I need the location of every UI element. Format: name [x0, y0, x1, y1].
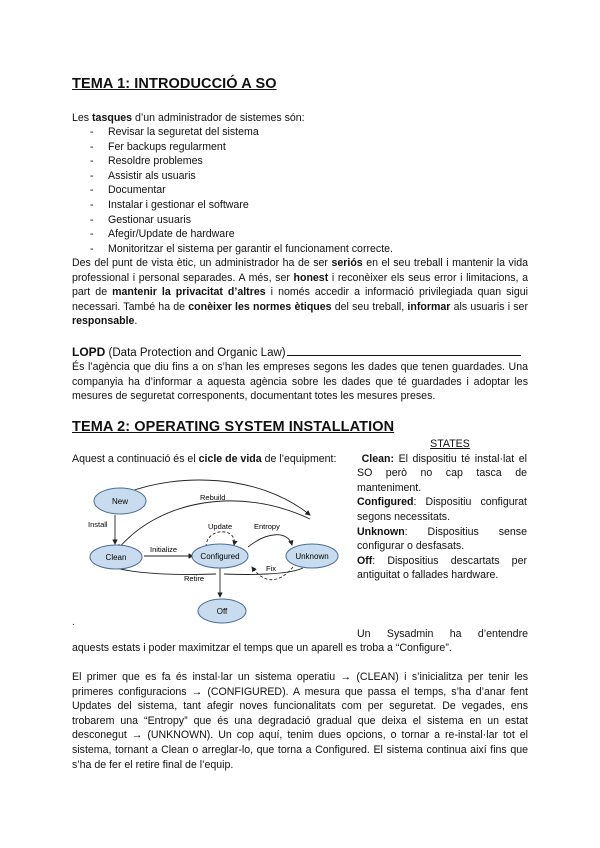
ethics-paragraph: Des del punt de vista ètic, un administrador ha de ser seriós en el seu treball i mantenir la vida professional i personal separades. A més, ser honest i reconèixer els seus error i limitacions, a part de mantenir la privacitat d’altres i només accedir a informació privilegiada quan sigui necessari. També ha de conèixer les normes ètiques del seu treball, informar als usuaris i ser responsable. — [72, 257, 528, 328]
edge-label-retire: Retire — [184, 574, 205, 583]
edge-label-install: Install — [88, 520, 108, 529]
edge-label-fix: Fix — [266, 564, 276, 573]
node-off-label: Off — [216, 607, 228, 616]
tasks-intro-text: Les — [72, 112, 93, 124]
lopd-underline — [287, 354, 521, 356]
list-item: - Instalar i gestionar el software — [90, 198, 249, 211]
sysadmin-line: aquests estats i poder maximitzar el temps que un aparell es troba a “Configure”. — [72, 642, 452, 654]
lifecycle-paragraph: El primer que es fa és instal·lar un sistema operatiu → (CLEAN) i s’inicialitza per tenir les primeres configuracions → (CONFIGURED). A mesura que passa el temps, s’ha d’anar fent Updates del sistema, tant afegir noves funcionalitats com per seguretat. De vegades, ens trobarem una “Entropy” que és una degradació gradual que deixa el sistema en un estat desconegut → (UNKNOWN). Un cop aquí, tenim dues opcions, o tornar a re-instal·lar tot el sistema, tornant a Clean o arreglar-lo, que torna a Configured. El sistema continua així fins que s’ha de fer el retire final de l’equip. — [72, 671, 528, 771]
tema1-heading: TEMA 1: INTRODUCCIÓ A SO — [72, 76, 277, 92]
edge-label-update: Update — [208, 522, 233, 531]
node-new-label: New — [111, 497, 129, 506]
edge-label-rebuild: Rebuild — [200, 493, 226, 502]
tasks-intro — [72, 111, 528, 126]
state-off: Off: Dispositius descartats per antiguitat o fallades hardware. — [357, 554, 527, 582]
stray-dot: . — [72, 617, 75, 628]
lifecycle-diagram — [88, 475, 348, 625]
list-item: - Gestionar usuaris — [90, 213, 192, 226]
list-item: - Monitoritzar el sistema per garantir el funcionament correcte. — [90, 242, 393, 255]
tasks-list — [72, 125, 393, 256]
list-item: - Afegir/Update de hardware — [90, 228, 235, 241]
sysadmin-line-right: Un Sysadmin ha d’entendre — [357, 628, 528, 640]
state-configured: Configured: Dispositiu configurat segons necessitats. — [357, 496, 527, 523]
list-item: - Resoldre problemes — [90, 155, 203, 168]
tasks-intro-bold: tasques — [92, 112, 133, 124]
list-item: - Fer backups regularment — [90, 140, 226, 153]
list-item: - Assistir als usuaris — [90, 169, 196, 182]
lifecycle-intro: Aquest a continuació és el cicle de vida de l’equipment: — [72, 453, 337, 465]
state-unknown: Unknown: Dispositius sense configurar o desfasats. — [357, 525, 527, 553]
node-clean-label: Clean — [105, 553, 127, 562]
node-configured-label: Configured — [200, 552, 240, 561]
tema2-heading: TEMA 2: OPERATING SYSTEM INSTALLATION — [72, 419, 395, 435]
lopd-heading — [72, 345, 521, 359]
lopd-bold: LOPD — [72, 345, 106, 359]
edge-label-entropy: Entropy — [254, 522, 280, 531]
states-panel — [357, 437, 527, 583]
states-title: STATES — [430, 438, 470, 450]
edge-entropy — [248, 535, 292, 547]
list-item: - Documentar — [90, 184, 166, 197]
state-clean: Clean: El dispositiu té instal·lat el SO però no cap tasca de manteniment. — [357, 452, 527, 494]
edge-label-initialize: Initialize — [150, 545, 178, 554]
tasks-intro-text-end: d’un administrador de sistemes són: — [132, 112, 305, 124]
lopd-subtitle: (Data Protection and Organic Law) — [105, 347, 286, 359]
lopd-paragraph: És l’agència que diu fins a on s’han les empreses segons les dades que tenen guardades. Una companyia ha d’informar a aquesta agència sobre les dades que té guardades i adoptar les mesures de seguretat corresponents, documentant totes les mesures preses. — [72, 361, 528, 403]
list-item: - Revisar la seguretat del sistema — [90, 126, 259, 138]
node-unknown-label: Unknown — [295, 552, 329, 561]
